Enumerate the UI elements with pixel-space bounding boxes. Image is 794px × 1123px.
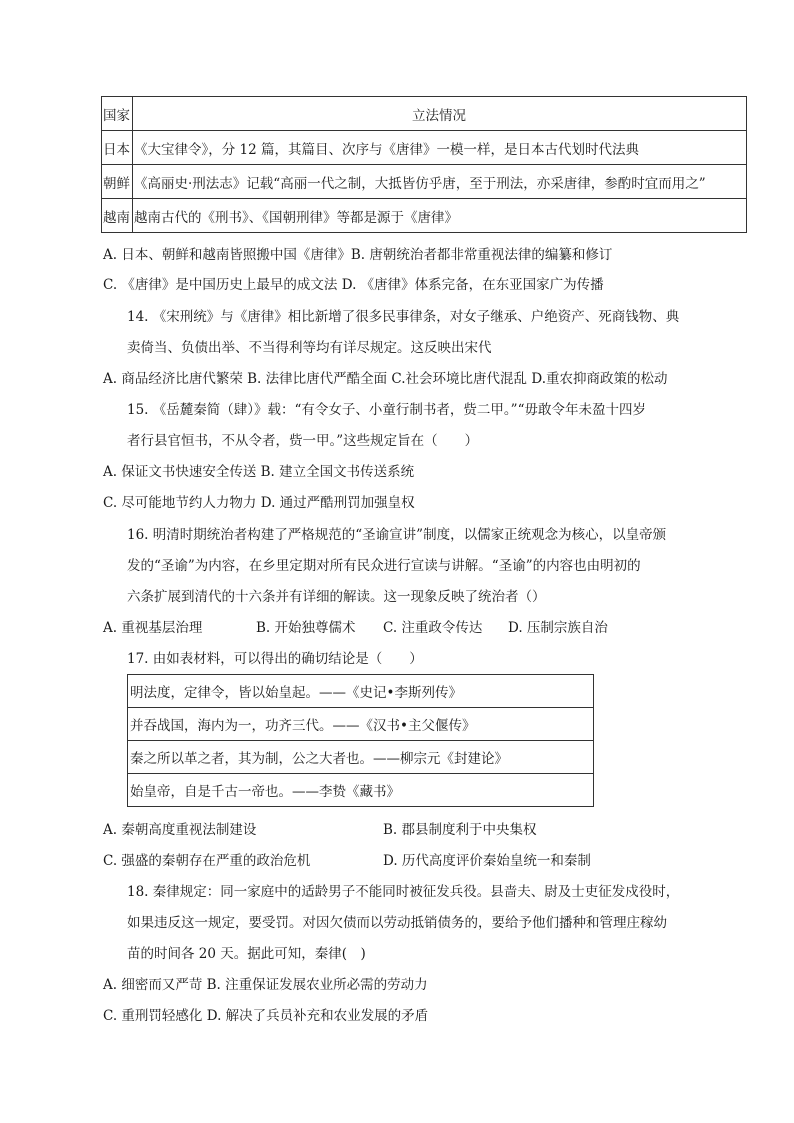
- q17-option-b: B. 郡县制度利于中央集权: [383, 822, 537, 838]
- q18-options-line1: A. 细密而又严苛 B. 注重保证发展农业所必需的劳动力: [103, 977, 428, 993]
- q17-option-d: D. 历代高度评价秦始皇统一和秦制: [383, 853, 591, 869]
- q16-option-d: D. 压制宗族自治: [508, 620, 608, 636]
- row-legislation: 越南古代的《刑书》、《国朝刑律》等都是源于《唐律》: [133, 199, 747, 233]
- q15-stem-line1: 15. 《岳麓秦简（肆）》载：“有令女子、小童行制书者，赀二甲。”“毋敢令年未盈十四岁: [127, 402, 646, 418]
- row-country: 越南: [102, 199, 133, 233]
- q14-stem-line1: 14. 《宋刑统》与《唐律》相比新增了很多民事律条，对女子继承、户绝资产、死商钱物、典: [127, 309, 680, 325]
- q14-options: A. 商品经济比唐代繁荣 B. 法律比唐代严酷全面 C.社会环境比唐代混乱 D.重农抑商政策的松动: [103, 371, 668, 387]
- row-legislation: 《大宝律令》，分 12 篇，其篇目、次序与《唐律》一模一样，是日本古代划时代法典: [133, 131, 747, 165]
- q16-option-b: B. 开始独尊儒术: [256, 620, 356, 636]
- quote-cell: 并吞战国，海内为一，功齐三代。——《汉书•主父偃传》: [128, 708, 594, 741]
- q18-stem-line1: 18. 秦律规定：同一家庭中的适龄男子不能同时被征发兵役。县啬夫、尉及士吏征发戍役时，: [127, 884, 680, 900]
- row-legislation: 《高丽史·刑法志》记载“高丽一代之制，大抵皆仿乎唐，至于刑法，亦采唐律，参酌时宜而用之”: [133, 165, 747, 199]
- q13-options-line2: C. 《唐律》是中国历史上最早的成文法 D. 《唐律》体系完备，在东亚国家广为传播: [103, 277, 604, 293]
- q18-stem-line3: 苗的时间各 20 天。据此可知，秦律( ): [127, 946, 366, 962]
- q15-options-line1: A. 保证文书快速安全传送 B. 建立全国文书传送系统: [103, 464, 415, 480]
- q16-stem-line3: 六条扩展到清代的十六条并有详细的解读。这一现象反映了统治者（）: [127, 589, 546, 605]
- table-row: [128, 774, 594, 807]
- q15-stem-line2: 者行县官恒书，不从令者，赀一甲。”这些规定旨在（ ）: [127, 433, 479, 449]
- q16-option-c: C. 注重政令传达: [383, 620, 483, 636]
- q17-stem: 17. 由如表材料，可以得出的确切结论是（ ）: [127, 651, 423, 667]
- quote-cell: 明法度，定律令，皆以始皇起。——《史记•李斯列传》: [128, 675, 594, 708]
- q16-stem-line2: 发的“圣谕”为内容，在乡里定期对所有民众进行宣读与讲解。“圣谕”的内容也由明初的: [127, 558, 641, 574]
- header-legislation: 立法情况: [133, 97, 747, 131]
- q16-stem-line1: 16. 明清时期统治者构建了严格规范的“圣谕宣讲”制度，以儒家正统观念为核心，以皇帝颁: [127, 527, 667, 543]
- q18-options-line2: C. 重刑罚轻感化 D. 解决了兵员补充和农业发展的矛盾: [103, 1008, 429, 1024]
- q17-option-c: C. 强盛的秦朝存在严重的政治危机: [103, 853, 311, 869]
- q14-stem-line2: 卖倚当、负债出举、不当得利等均有详尽规定。这反映出宋代: [127, 340, 492, 356]
- table-row: [128, 708, 594, 741]
- table-header-row: [102, 97, 747, 131]
- quote-cell: 始皇帝，自是千古一帝也。——李贽《藏书》: [128, 774, 594, 807]
- table-row: [128, 675, 594, 708]
- row-country: 日本: [102, 131, 133, 165]
- header-country: 国家: [102, 97, 133, 131]
- q18-stem-line2: 如果违反这一规定，要受罚。对因欠债而以劳动抵销债务的，要给予他们播种和管理庄稼幼: [127, 915, 667, 931]
- legislation-table: [101, 96, 747, 233]
- q15-options-line2: C. 尽可能地节约人力物力 D. 通过严酷刑罚加强皇权: [103, 495, 415, 511]
- q16-option-a: A. 重视基层治理: [103, 620, 203, 636]
- q13-options-line1: A. 日本、朝鲜和越南皆照搬中国《唐律》B. 唐朝统治者都非常重视法律的编纂和修订: [103, 247, 613, 263]
- quote-cell: 秦之所以革之者，其为制，公之大者也。——柳宗元《封建论》: [128, 741, 594, 774]
- q17-option-a: A. 秦朝高度重视法制建设: [103, 822, 257, 838]
- quotes-table: [127, 674, 594, 807]
- table-row: [102, 131, 747, 165]
- table-row: [128, 741, 594, 774]
- table-row: [102, 199, 747, 233]
- row-country: 朝鲜: [102, 165, 133, 199]
- table-row: [102, 165, 747, 199]
